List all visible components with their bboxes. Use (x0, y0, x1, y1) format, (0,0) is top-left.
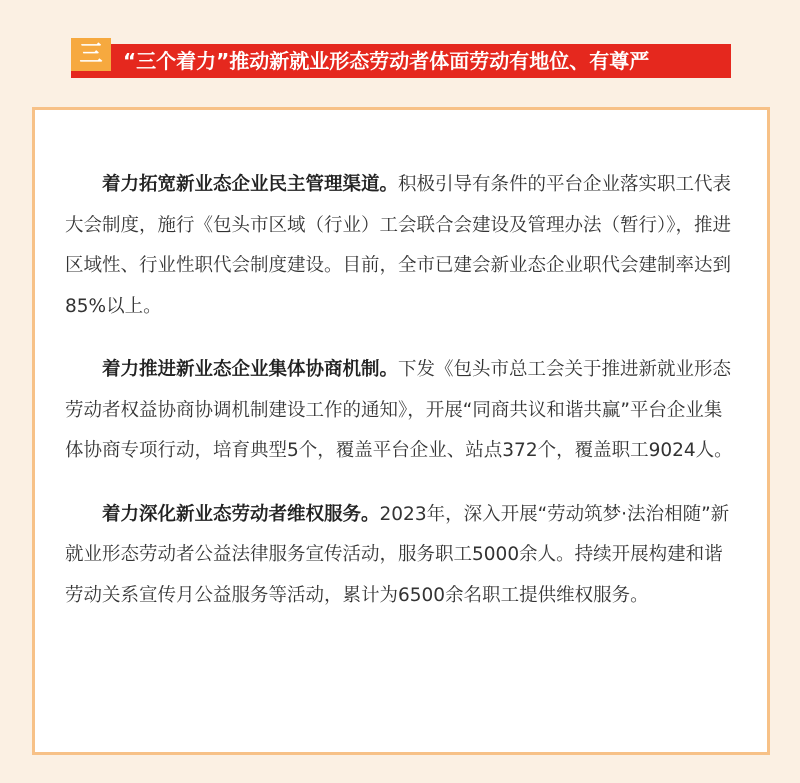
paragraph-lead: 着力推进新业态企业集体协商机制。 (102, 359, 399, 380)
paragraph-body: 2023年，深入开展“劳动筑梦·法治相随”新就业形态劳动者公益法律服务宣传活动，服务职工5000余人。持续开展构建和谐劳动关系宣传月公益服务等活动，累计为6500余名职工提供维权服务。 (65, 503, 730, 606)
section-title: “三个着力”推动新就业形态劳动者体面劳动有地位、有尊严 (123, 49, 650, 73)
section-header (71, 38, 731, 78)
section-number: 三 (79, 41, 103, 67)
paragraph-lead: 着力拓宽新业态企业民主管理渠道。 (102, 174, 399, 195)
content-body (65, 165, 740, 639)
paragraph-rights-service (65, 495, 740, 617)
paragraph-democratic-management (65, 165, 740, 327)
paragraph-body: 积极引导有条件的平台企业落实职工代表大会制度，施行《包头市区域（行业）工会联合会建设及管理办法（暂行）》，推进区域性、行业性职代会制度建设。目前，全市已建会新业态企业职代会建制率达到85%以上。 (65, 174, 732, 317)
paragraph-collective-negotiation (65, 350, 740, 472)
content-panel (32, 107, 770, 755)
paragraph-lead: 着力深化新业态劳动者维权服务。 (102, 503, 380, 525)
paragraph-body: 下发《包头市总工会关于推进新就业形态劳动者权益协商协调机制建设工作的通知》，开展“同商共议和谐共赢”平台企业集体协商专项行动，培育典型5个，覆盖平台企业、站点372个，覆盖职工9024人。 (65, 359, 733, 461)
